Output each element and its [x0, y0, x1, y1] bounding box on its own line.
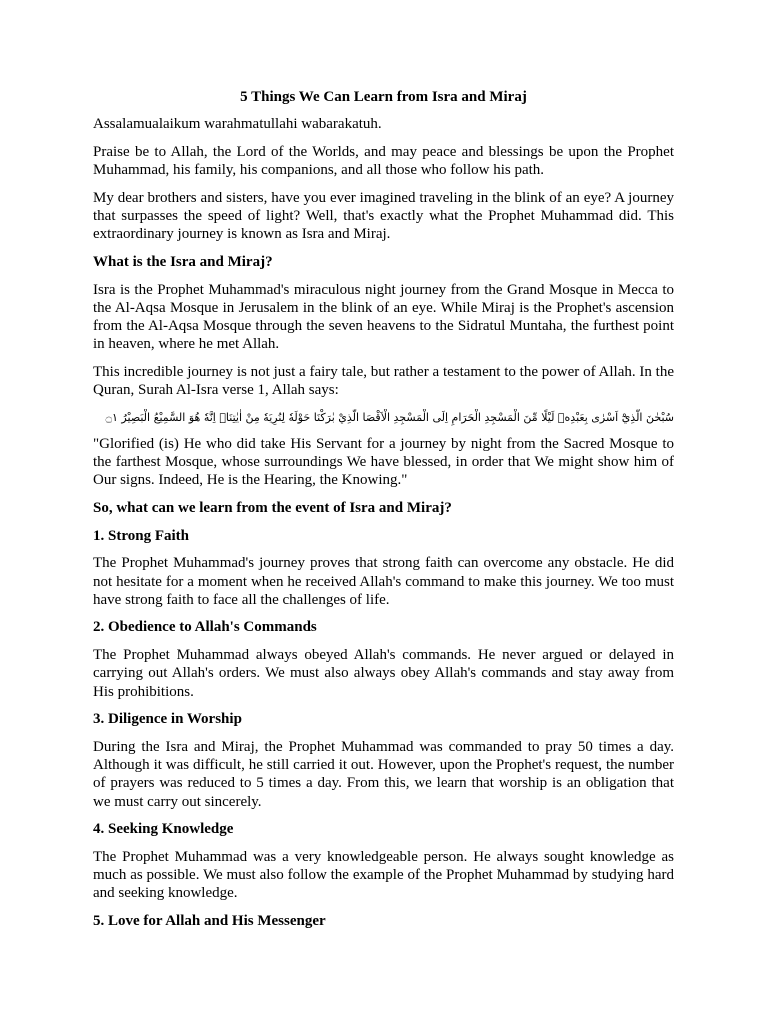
praise-paragraph: Praise be to Allah, the Lord of the Worlds, and may peace and blessings be upon the Prophet Muhammad, his family, his companions, and all those who follow his path.: [93, 143, 674, 179]
section-heading-what: What is the Isra and Miraj?: [93, 253, 273, 270]
arabic-verse: سُبْحٰنَ الَّذِيْٓ اَسْرٰى بِعَبْدِهٖ لَيْلًا مِّنَ الْمَسْجِدِ الْحَرَامِ اِلَى الْمَسْجِدِ الْاَقْصَا الَّذِيْ بٰرَكْنَا حَوْلَهٗ لِنُرِيَهٗ مِنْ اٰيٰتِنَاۗ اِنَّهٗ هُوَ السَّمِيْعُ الْبَصِيْرُ ۝١: [105, 410, 674, 424]
point-heading-4: 4. Seeking Knowledge: [93, 821, 234, 838]
point-heading-1: 1. Strong Faith: [93, 527, 189, 544]
point-heading-2: 2. Obedience to Allah's Commands: [93, 619, 317, 636]
translation-paragraph: "Glorified (is) He who did take His Servant for a journey by night from the Sacred Mosque to the farthest Mosque, whose surroundings We have blessed, in order that We might show him of Our signs. Indeed, He is the Hearing, the Knowing.": [93, 435, 674, 489]
document-title: 5 Things We Can Learn from Isra and Miraj: [240, 89, 527, 105]
point-paragraph-2: The Prophet Muhammad always obeyed Allah's commands. He never argued or delayed in carrying out Allah's orders. We must also always obey Allah's commands and stay away from His prohibitions.: [93, 647, 674, 700]
point-paragraph-3: During the Isra and Miraj, the Prophet Muhammad was commanded to pray 50 times a day. Although it was difficult, he still carried it out. However, upon the Prophet's request, the number of prayers was reduced to 5 times a day. From this, we learn that worship is an obligation that we must carry out sincerely.: [93, 738, 674, 810]
document-page: [93, 88, 674, 940]
greeting-paragraph: Assalamualaikum warahmatullahi wabarakatuh.: [93, 116, 382, 133]
quran-intro-paragraph: This incredible journey is not just a fairy tale, but rather a testament to the power of Allah. In the Quran, Surah Al-Isra verse 1, Allah says:: [93, 363, 674, 399]
section-heading-learn: So, what can we learn from the event of Isra and Miraj?: [93, 499, 452, 516]
what-paragraph: Isra is the Prophet Muhammad's miraculous night journey from the Grand Mosque in Mecca to the Al-Aqsa Mosque in Jerusalem in the blink of an eye. While Miraj is the Prophet's ascension from the Al-Aqsa Mosque through the seven heavens to the Sidratul Muntaha, the furthest point in heaven, where he met Allah.: [93, 281, 674, 353]
intro-paragraph: My dear brothers and sisters, have you ever imagined traveling in the blink of an eye? A journey that surpasses the speed of light? Well, that's exactly what the Prophet Muhammad did. This extraordinary journey is known as Isra and Miraj.: [93, 189, 674, 243]
point-heading-5: 5. Love for Allah and His Messenger: [93, 913, 326, 930]
point-paragraph-4: The Prophet Muhammad was a very knowledgeable person. He always sought knowledge as much as possible. We must also follow the example of the Prophet Muhammad by studying hard and seeking knowledge.: [93, 849, 674, 902]
point-paragraph-1: The Prophet Muhammad's journey proves that strong faith can overcome any obstacle. He did not hesitate for a moment when he received Allah's command to make this journey. We too must have strong faith to face all the challenges of life.: [93, 555, 674, 608]
point-heading-3: 3. Diligence in Worship: [93, 711, 242, 728]
